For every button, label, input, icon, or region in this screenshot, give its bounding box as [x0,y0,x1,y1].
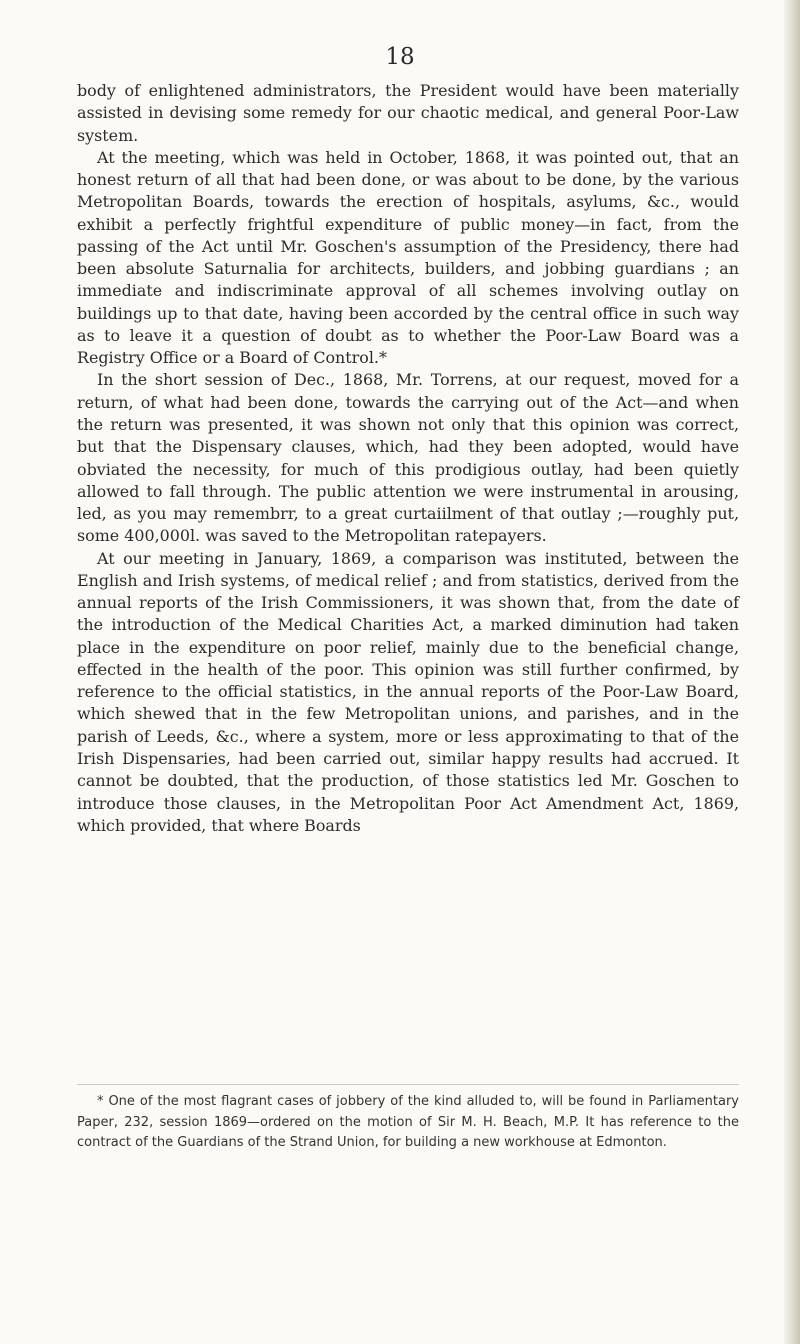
footnote: * One of the most flagrant cases of jobbery of the kind alluded to, will be found in Parliamentary Paper, 232, session 1869—ordered on the motion of Sir M. H. Beach, M.P. It has reference to the contract of the Guardians of the Strand Union, for building a new workhouse at Edmonton. [77,1094,739,1150]
paragraph-december-session: In the short session of Dec., 1868, Mr. Torrens, at our request, moved for a return, of what had been done, towards the carrying out of the Act—and when the return was presented, it was shown not only that this opinion was correct, but that the Dispensary clauses, which, had they been adopted, would have obviated the necessity, for much of this prodigious outlay, had been quietly allowed to fall through. The public attention we were instrumental in arousing, led, as you may remembrr, to a great curtaiilment of that outlay ;—roughly put, some 400,000l. was saved to the Metropolitan ratepayers. [77,370,739,546]
footnote-divider [77,1084,739,1085]
paragraph-october-meeting: At the meeting, which was held in October, 1868, it was pointed out, that an honest return of all that had been done, or was about to be done, by the various Metropolitan Boards, towards the erection of hospitals, asylums, &c., would exhibit a perfectly frightful expenditure of public money—in fact, from the passing of the Act until Mr. Goschen's assumption of the Presidency, there had been absolute Saturnalia for architects, builders, and jobbing guardians ; an immediate and indiscriminate approval of all schemes involving outlay on buildings up to that date, having been accorded by the central office in such way as to leave it a question of doubt as to whether the Poor-Law Board was a Registry Office or a Board of Control.* [77,147,739,368]
body-text [77,80,739,837]
paragraph-january-meeting: At our meeting in January, 1869, a comparison was instituted, between the English and Irish systems, of medical relief ; and from statistics, derived from the annual reports of the Irish Commissioners, it was shown that, from the date of the introduction of the Medical Charities Act, a marked diminution had taken place in the expenditure on poor relief, mainly due to the beneficial change, effected in the health of the poor. This opinion was still further confirmed, by reference to the official statistics, in the annual reports of the Poor-Law Board, which shewed that in the few Metropolitan unions, and parishes, and in the parish of Leeds, &c., where a system, more or less approximating to that of the Irish Dispensaries, had been carried out, similar happy results had accrued. It cannot be doubted, that the production, of those statistics led Mr. Goschen to introduce those clauses, in the Metropolitan Poor Act Amendment Act, 1869, which provided, that where Boards [77,548,739,835]
paragraph-continuation: body of enlightened administrators, the President would have been materially assisted in devising some remedy for our chaotic medical, and general Poor-Law system. [77,81,739,145]
page-number: 18 [385,44,415,70]
page-edge-shadow [784,0,800,1344]
